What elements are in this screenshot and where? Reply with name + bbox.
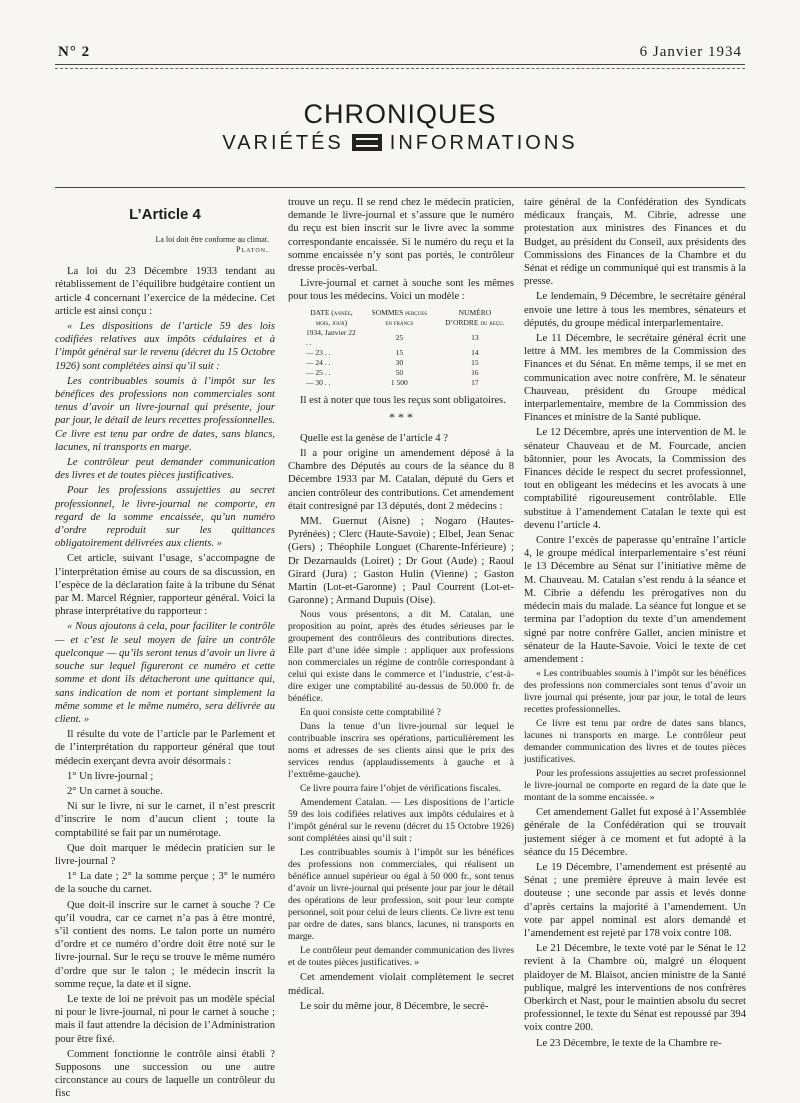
paragraph: MM. Guernut (Aisne) ; Nogaro (Hautes-Pyrénées) ; Clerc (Haute-Savoie) ; Elbel, Jean Senac (Gers) ; Théophile Longuet (Charente-Inférieure) ; Dr Dezarnaulds (Loiret) ; Dr Gout (Aude) ; Raoul Girard (Jura) ; Gaston Hulin (Vienne) ; Gaston Martin (Lot-et-Garonne) ; Paul Courrent (Lot-et-Garonne) ; Armand Dupuis (Oise).: [288, 516, 514, 607]
paragraph: taire général de la Confédération des Syndicats médicaux français, M. Cibrie, adresse une protestation aux ministres des Finances et du Budget, au président du Conseil, aux présidents des Commissions des Finances de la Chambre et du Sénat et rédige un communiqué qui est transmis à la presse.: [524, 197, 746, 288]
table-header: SOMMES perçues en francs: [371, 307, 428, 327]
paragraph: Pour les professions assujetties au secret professionnel le livre-journal ne comporte en regard de la date que le montant de la somme encaissée. »: [524, 768, 746, 804]
column-3: [524, 196, 746, 1052]
table-row: [300, 378, 514, 388]
paragraph: Amendement Catalan. — Les dispositions de l’article 59 des lois codifiées relatives aux impôts cédulaires et à l’impôt général sur le revenu (décret du 15 Octobre 1926) sont complétées ainsi qu’il suit :: [288, 797, 514, 845]
paragraph: Le 23 Décembre, le texte de la Chambre re-: [536, 1037, 722, 1049]
table-row: [300, 348, 514, 358]
paragraph: Cet article, suivant l’usage, s’accompagne de l’interprétation émise au cours de sa discussion, en l’espèce de la déclaration faite à la tribune du Sénat par M. Marcel Régnier, rapporteur général. Voici la phrase interprétative du rapporteur :: [55, 553, 275, 618]
paragraph: 1° La date ; 2° la somme perçue ; 3° le numéro de la souche du carnet.: [55, 871, 275, 896]
masthead-logo-icon: [352, 134, 382, 151]
epigraph: [55, 235, 269, 255]
table-cell: 16: [471, 367, 479, 377]
section-divider: * * *: [389, 409, 413, 424]
table-row: [300, 328, 514, 348]
issue-number: N° 2: [58, 44, 91, 60]
paragraph: Livre-journal et carnet à souche sont les mêmes pour tous les médecins. Voici un modèle :: [288, 278, 514, 303]
paragraph: Le 11 Décembre, le secrétaire général écrit une lettre à MM. les membres de la Commission des Finances et du Sénat. En même temps, il se met en communication avec notre confrère, M. le sénateur Chauveau, président du Groupe médical interparlementaire, membre de la Commission des Finances et ministre de la Santé publique.: [524, 333, 746, 424]
masthead-subtitle: [0, 132, 800, 155]
paragraph: Le texte de loi ne prévoit pas un modèle spécial ni pour le livre-journal, ni pour le carnet à souche ; mais il faut attendre la décision de l’Administration pour être fixé.: [55, 993, 275, 1045]
quote-paragraph: « Nous ajoutons à cela, pour faciliter le contrôle — et c’est le seul moyen de faire un contrôle quelconque — qu’ils seront tenus d’avoir un livre à souche sur lequel figureront ce numéro et cette somme et dont ils détacheront une quittance qui, sans indication de nom et portant simplement la même somme et le même numéro, sera délivrée au client. »: [55, 621, 275, 725]
table-cell: 15: [395, 347, 404, 357]
paragraph: Ce livre pourra faire l’objet de vérifications fiscales.: [300, 783, 501, 795]
paragraph: Quelle est la genèse de l’article 4 ?: [300, 432, 448, 444]
paragraph: Ce livre est tenu par ordre de dates sans blancs, lacunes ni transports en marge. Le contrôleur peut demander communication des livres et de toutes pièces justificatives.: [524, 718, 746, 766]
table-cell: — 23 . .: [306, 347, 331, 357]
table-cell: — 25 . .: [306, 367, 331, 377]
paragraph: Les contribuables soumis à l’impôt sur les bénéfices des professions non commerciales, qui réalisent un bénéfice annuel supérieur ou égal à 50 000 fr., sont tenus d’avoir un livre-journal qui présente jour par jour le détail des opérations de leur profession, soit pour leur compte personnel, soit pour celui de leurs clients. Ce livre est tenu par ordre de dates, sans blancs, lacunes, ni transports en marge.: [288, 847, 514, 943]
quote-paragraph: Les contribuables soumis à l’impôt sur les bénéfices des professions non commerciales sont tenus d’avoir un livre-journal qui présente, jour par jour, le détail de leurs recettes professionnelles. Ce livre est tenu par ordre de dates, sans blancs, lacunes, ni transports en marge.: [55, 375, 275, 453]
table-row: [300, 358, 514, 368]
table-header: DATE (année, mois, jour): [310, 307, 353, 327]
masthead-right: INFORMATIONS: [389, 132, 578, 154]
paragraph: « Les contribuables soumis à l’impôt sur les bénéfices des professions non commerciales sont tenus d’avoir un livre journal qui présente, jour par jour, le total de leurs recettes professionnelles.: [524, 668, 746, 716]
paragraph: Le 21 Décembre, le texte voté par le Sénat le 12 revient à la Chambre où, malgré un éloquent plaidoyer de M. Blaisot, ancien ministre de la Santé publique, malgré les interventions de nos confrères Oberkirch et Nast, pour le maintien absolu du secret professionnel, le texte du Sénat est repoussé par 394 voix contre 200.: [524, 943, 746, 1034]
quote-paragraph: Le contrôleur peut demander communication des livres et de toutes pièces justificatives.: [55, 457, 275, 482]
column-2: [288, 196, 514, 1015]
table-cell: 13: [471, 332, 479, 342]
table-cell: — 24 . .: [306, 357, 331, 367]
paragraph: Que doit-il inscrire sur le carnet à souche ? Ce qu’il voudra, car ce carnet n’a pas à être montré, s’il contient des noms. Le talon porte un numéro d’ordre et ce numéro d’ordre doit être noté sur le livre-journal. Sur le reçu se trouve le même numéro d’ordre que sur le talon ; le médecin inscrit la somme reçue, la date et il signe.: [55, 899, 275, 990]
column-1: [55, 196, 275, 1103]
paragraph: Le 12 Décembre, après une intervention de M. le sénateur Chauveau et de M. Fourcade, ancien bâtonnier, pour les Avocats, la Commission des Finances décide le respect du secret professionnel, tout en obligeant les médecins et les avocats à une comptabilité rigoureusement contrôlable. Elle substitue à l’amendement Catalan le texte qui est devenu l’article 4.: [524, 427, 746, 531]
paragraph: Le contrôleur peut demander communication des livres et de toutes pièces justificatives. »: [288, 945, 514, 969]
paragraph: trouve un reçu. Il se rend chez le médecin praticien, demande le livre-journal et s’assure que le numéro du reçu est bien inscrit sur le livre avec la somme correspondante encaissée. Si le numéro du reçu et la somme encaissée n’y sont pas portés, le contrôleur dresse procès-verbal.: [288, 197, 514, 275]
paragraph: Il a pour origine un amendement déposé à la Chambre des Députés au cours de la séance du 8 Décembre 1933 par M. Catalan, député du Gers et ancien contrôleur des contributions. Cet amendement était contresigné par 13 députés, dont 2 médecins :: [288, 448, 514, 512]
paragraph: Cet amendement violait complètement le secret médical.: [288, 972, 514, 997]
article-title: L’Article 4: [129, 206, 201, 223]
table-cell: 17: [471, 377, 479, 387]
table-cell: 30: [395, 357, 404, 367]
paragraph: Nous vous présentons, a dit M. Catalan, une proposition au point, après des études sérieuses par le groupement des contrôleurs des contributions directes. Elle part d’une idée simple : appliquer aux professions non commerciales un régime de contrôle correspondant à celui qui existe dans le commerce et l’industrie, c’est-à-dire exiger une comptabilité au-dessus de 50.000 fr. de bénéfice.: [288, 609, 514, 705]
table-cell: 14: [471, 347, 479, 357]
paragraph: Le lendemain, 9 Décembre, le secrétaire général envoie une lettre à tous les membres, sénateurs et députés, du groupe médical interparlementaire.: [524, 291, 746, 329]
masthead-rule: [55, 187, 745, 188]
table-cell: 50: [395, 367, 404, 377]
paragraph: La loi du 23 Décembre 1933 tendant au rétablissement de l’équilibre budgétaire contient un article 4 concernant l’exercice de la médecine. Cet article est ainsi conçu :: [55, 266, 275, 317]
quote-paragraph: « Les dispositions de l’article 59 des lois codifiées relatives aux impôts cédulaires et à l’impôt général sur le revenu (décret du 15 Octobre 1926) sont complétées ainsi qu’il suit :: [55, 321, 275, 372]
paragraph: Contre l’excès de paperasse qu’entraîne l’article 4, le groupe médical interparlementaire s’est réuni le 13 Décembre au Sénat sur l’initiative même de M. Chauveau. M. Catalan s’est rendu à la séance et M. Cibrie a défendu les prérogatives non du médecin mais du malade. La séance fut longue et se termina par l’adoption du texte d’un amendement signé par notre confrère Gallet, ancien ministre et sénateur de la Haute-Savoie. Voici le texte de cet amendement :: [524, 535, 746, 665]
epigraph-text: La loi doit être conforme au climat.: [155, 235, 269, 245]
paragraph: Il résulte du vote de l’article par le Parlement et de l’interprétation du rapporteur général que tout médecin exerçant devra avoir désormais :: [55, 729, 275, 767]
paragraph: Le soir du même jour, 8 Décembre, le secré-: [300, 1000, 489, 1012]
masthead-title: CHRONIQUES: [303, 99, 497, 129]
list-item: 1° Un livre-journal ;: [67, 770, 154, 782]
quote-paragraph: Pour les professions assujetties au secret professionnel, le livre-journal ne comporte, en regard de la somme encaissée, qu’un numéro d’ordre reproduit sur les quittances obligatoirement délivrées aux clients. »: [55, 485, 275, 550]
masthead-left: VARIÉTÉS: [222, 132, 344, 154]
paragraph: Cet amendement Gallet fut exposé à l’Assemblée générale de la Confédération qui se trouvait justement siéger à ce moment et fut adopté à la séance du 15 Décembre.: [524, 807, 746, 858]
header-rule-dashed: [55, 68, 745, 69]
table-header-row: [300, 308, 514, 328]
paragraph: Ni sur le livre, ni sur le carnet, il n’est prescrit d’inscrire le nom d’aucun client ; toute la comptabilité se fait par un numérotage.: [55, 801, 275, 839]
paragraph: Comment fonctionne le contrôle ainsi établi ? Supposons une succession ou une autre circonstance au cours de laquelle un contrôleur du fisc: [55, 1048, 275, 1100]
paragraph: En quoi consiste cette comptabilité ?: [300, 707, 441, 719]
table-cell: — 30 . .: [306, 377, 331, 387]
small-print-block: [524, 668, 746, 804]
table-cell: 1934, Janvier 22 . .: [306, 327, 356, 347]
table-cell: 1 500: [390, 377, 408, 387]
list-item: 2° Un carnet à souche.: [67, 785, 163, 797]
issue-date: 6 Janvier 1934: [639, 44, 742, 60]
table-cell: 15: [471, 357, 479, 367]
paragraph: Il est à noter que tous les reçus sont obligatoires.: [300, 394, 506, 406]
small-print-block: [288, 609, 514, 969]
paragraph: Le 19 Décembre, l’amendement est présenté au Sénat ; une première épreuve à main levée est douteuse ; une seconde par assis et levés donne d’après certains la majorité à l’amendement. Un vote par appel nominal est alors demandé et l’amendement est rejeté par 178 voix contre 108.: [524, 861, 746, 939]
header-rule: [55, 64, 745, 65]
paragraph: Que doit marquer le médecin praticien sur le livre-journal ?: [55, 842, 275, 867]
table-header: NUMÉRO D’ORDRE du reçu.: [445, 307, 505, 327]
table-row: [300, 368, 514, 378]
ledger-table: [300, 308, 514, 388]
table-cell: 25: [395, 332, 404, 342]
epigraph-author: Platon.: [235, 245, 269, 255]
paragraph: Dans la tenue d’un livre-journal sur lequel le contribuable inscrira ses opérations, particulièrement les noms et adresses de ses clients ainsi que le prix des services rendus (applaudissements à gauche et à l’extrême-gauche).: [288, 721, 514, 781]
